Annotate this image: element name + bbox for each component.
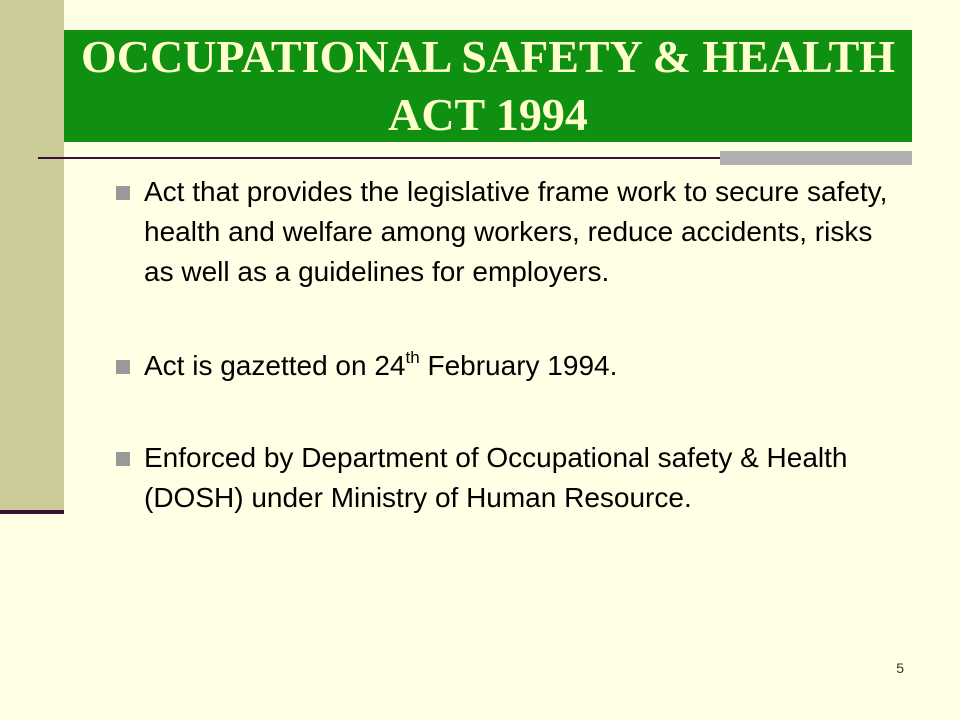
square-bullet-icon [116,452,130,466]
left-band-divider [0,510,64,514]
bullet-text [144,350,617,381]
date-superscript: th [405,348,420,367]
slide-title: OCCUPATIONAL SAFETY & HEALTH ACT 1994 [80,31,896,140]
square-bullet-icon [116,360,130,374]
square-bullet-icon [116,186,130,200]
title-underline-accent [720,151,912,165]
bullet-text-part: Act is gazetted on 24 [144,350,406,381]
title-banner [64,30,912,142]
bullet-item [116,172,906,292]
bullet-item [116,346,906,386]
slide-number: 5 [896,660,904,676]
bullet-text: Act that provides the legislative frame work to secure safety, health and welfare among workers, reduce accidents, risks as well as a guidelines for employers. [144,176,888,287]
bullet-text: Enforced by Department of Occupational safety & Health (DOSH) under Ministry of Human Resource. [144,442,848,513]
bullet-item [116,438,906,518]
bullet-text-part: February 1994. [419,350,618,381]
left-decorative-band [0,0,64,512]
bullet-list [116,172,906,518]
